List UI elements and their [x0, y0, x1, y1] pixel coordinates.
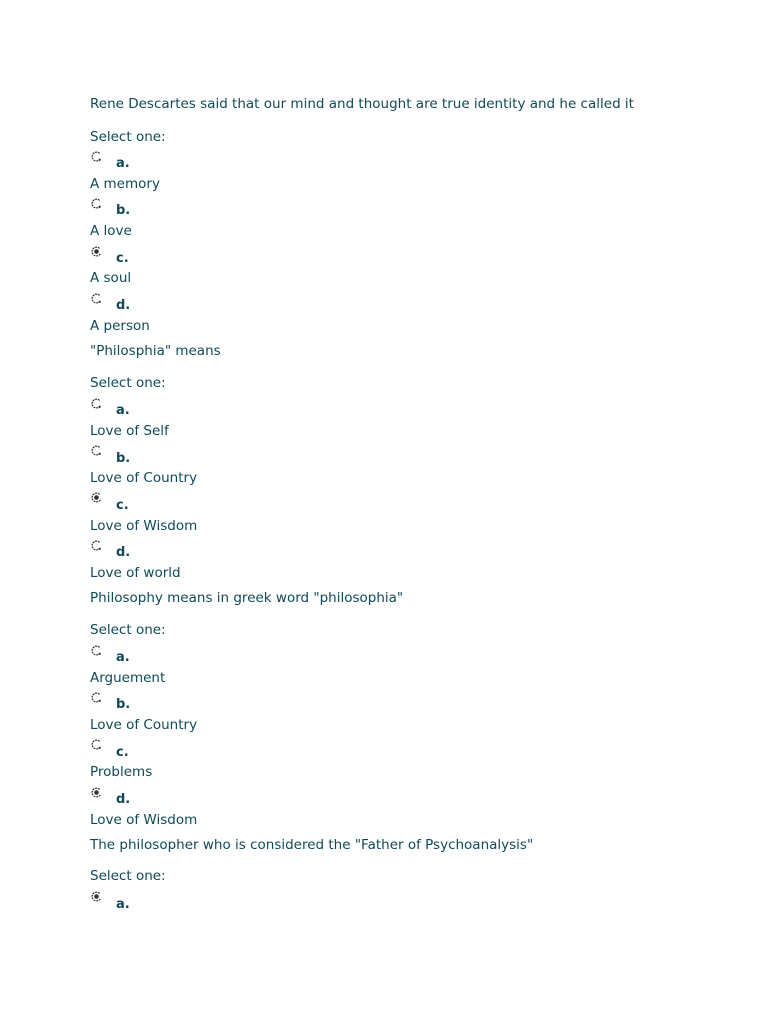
question-1-option-a-letter: a. [116, 156, 130, 171]
question-1-option-c-letter: c. [116, 251, 129, 266]
question-2-option-d-radio[interactable] [91, 540, 102, 551]
question-2-select-label: Select one: [90, 375, 166, 391]
question-3-option-c-text[interactable]: Problems [90, 764, 153, 780]
question-4-option-a-letter: a. [116, 897, 130, 912]
question-2-option-b-text[interactable]: Love of Country [90, 470, 198, 486]
question-1-text: Rene Descartes said that our mind and thought are true identity and he called it [90, 96, 634, 112]
question-3-text: Philosophy means in greek word "philosophia" [90, 590, 404, 606]
question-2-option-d-letter: d. [116, 545, 131, 560]
question-1-select-label: Select one: [90, 129, 166, 145]
question-4-text: The philosopher who is considered the "Father of Psychoanalysis" [90, 837, 534, 853]
question-2-option-a-radio[interactable] [91, 398, 102, 409]
question-2-option-a-letter: a. [116, 403, 130, 418]
question-1-option-b-letter: b. [116, 203, 131, 218]
question-1-option-b-radio[interactable] [91, 198, 102, 209]
question-1-option-c-radio[interactable] [91, 246, 102, 257]
question-2-option-b-letter: b. [116, 451, 131, 466]
question-3-option-d-radio[interactable] [91, 787, 102, 798]
question-1-option-d-text[interactable]: A person [90, 318, 150, 334]
question-2-option-c-letter: c. [116, 498, 129, 513]
question-2-option-a-text[interactable]: Love of Self [90, 423, 169, 439]
question-1-option-a-text[interactable]: A memory [90, 176, 160, 192]
question-3-option-b-text[interactable]: Love of Country [90, 717, 198, 733]
question-1-option-c-text[interactable]: A soul [90, 270, 132, 286]
question-1-option-d-letter: d. [116, 298, 131, 313]
question-3-option-a-radio[interactable] [91, 645, 102, 656]
question-2-text: "Philosphia" means [90, 343, 221, 359]
question-2-option-b-radio[interactable] [91, 445, 102, 456]
question-3-option-b-letter: b. [116, 697, 131, 712]
question-3-option-c-letter: c. [116, 745, 129, 760]
question-4-option-a-radio[interactable] [91, 891, 102, 902]
question-3-option-d-letter: d. [116, 792, 131, 807]
question-2-option-c-text[interactable]: Love of Wisdom [90, 518, 198, 534]
question-2-option-d-text[interactable]: Love of world [90, 565, 181, 581]
question-3-option-a-text[interactable]: Arguement [90, 670, 166, 686]
question-3-option-b-radio[interactable] [91, 692, 102, 703]
question-1-option-d-radio[interactable] [91, 293, 102, 304]
question-3-option-a-letter: a. [116, 650, 130, 665]
question-2-option-c-radio[interactable] [91, 492, 102, 503]
question-1-option-b-text[interactable]: A love [90, 223, 132, 239]
question-4-select-label: Select one: [90, 868, 166, 884]
question-3-select-label: Select one: [90, 622, 166, 638]
question-3-option-d-text[interactable]: Love of Wisdom [90, 812, 198, 828]
question-1-option-a-radio[interactable] [91, 151, 102, 162]
question-3-option-c-radio[interactable] [91, 739, 102, 750]
